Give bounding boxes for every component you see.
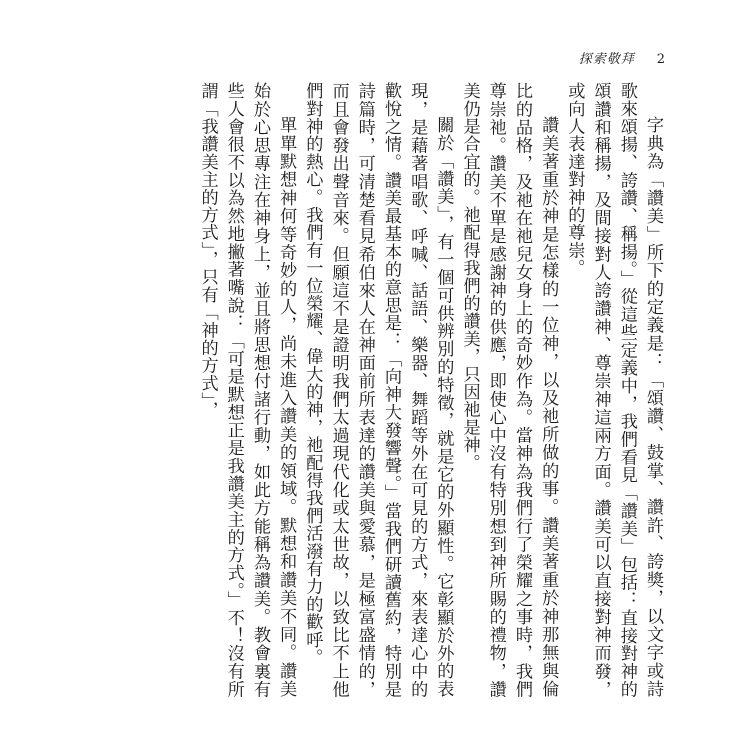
paragraph: 讚美著重於神是怎樣的一位神，以及祂所做的事。讚美著重於神那無與倫比的品格，及祂在祂兒女身上的奇妙作為。當神為我們行了榮耀之事時，我們尊崇祂。讚美不單是感謝神的供應，即使心中沒有特別想到神所賜的禮物，讚美仍是合宜的。祂配得我們的讚美，只因祂是神。 <box>459 82 559 698</box>
paragraph: 字典為「讚美」所下的定義是：「頌讚、鼓掌、讚許、誇獎，以文字或詩歌來頌揚、誇讚、稱揚。」從這些定義中，我們看見「讚美」包括：直接對神的頌讚和稱揚，及間接對人誇讚神、尊崇神這兩方面。讚美可以直接對神而發，或向人表達對神的尊崇。 <box>564 82 663 698</box>
running-header-title: 探索敬拜 <box>578 52 635 67</box>
paragraph: 關於「讚美」，有一個可供辨別的特徵，就是它的外顯性。它彰顯於外的表現，是藉著唱歌、呼喊、話語、樂器、舞蹈等外在可見的方式，來表達心中的歡悅之情。讚美最基本的意思是：「向神大發響聲。」當我們研讀舊約，特別是詩篇時，可清楚看見希伯來人在神面前所表達的讚美與愛慕，是極富盛情的，而且會發出聲音來。但願這不是證明我們太過現代化或太世故，以致比不上他們對神的熱心。我們有一位榮耀、偉大的神，祂配得我們活潑有力的歡呼。 <box>302 82 454 698</box>
page-number: 2 <box>656 52 666 67</box>
paragraph: 單單默想神何等奇妙的人，尚未進入讚美的領域。默想和讚美不同。讚美始於心思專注在神身上，並且將思想付諸行動，如此方能稱為讚美。教會裏有些人會很不以為然地撇著嘴說：「可是默想正是我讚美主的方式。」不！沒有所謂「我讚美主的方式」，只有「神的方式」， <box>197 82 297 698</box>
body-text <box>66 82 666 698</box>
running-header <box>579 48 666 67</box>
